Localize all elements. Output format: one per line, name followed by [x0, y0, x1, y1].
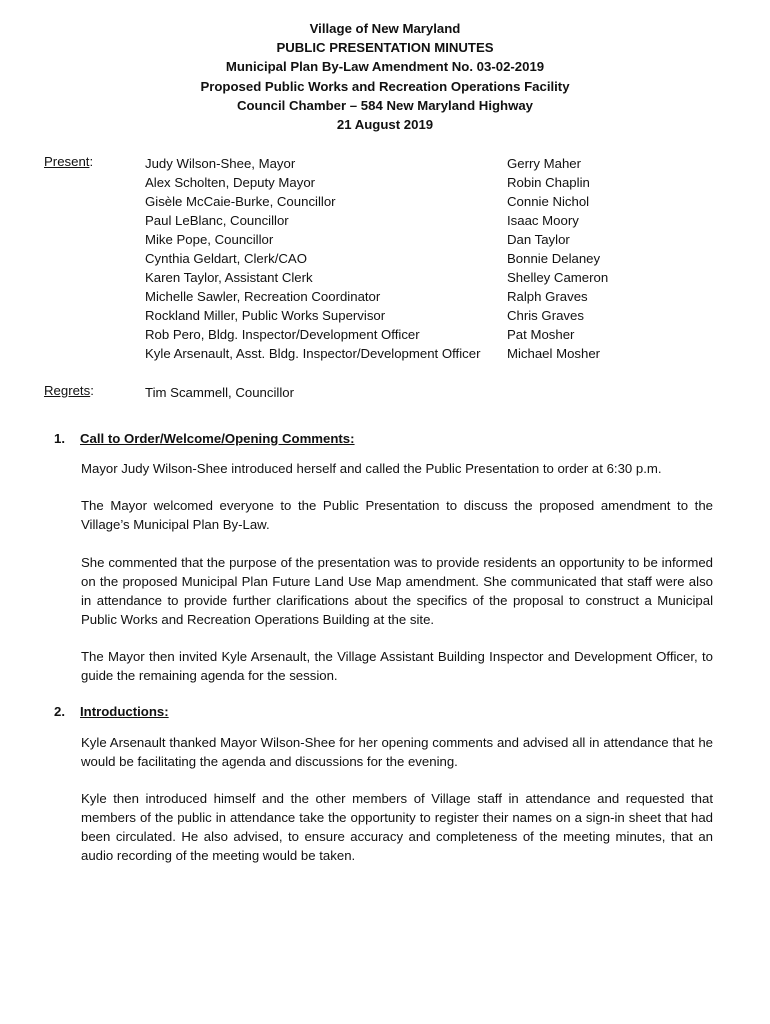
- list-item: Rockland Miller, Public Works Supervisor: [145, 308, 386, 323]
- section-heading-introductions: [54, 704, 169, 719]
- document-subject: Municipal Plan By-Law Amendment No. 03-02-2019: [225, 59, 545, 75]
- section-number: 2.: [54, 704, 65, 719]
- org-name: Village of New Maryland: [309, 21, 461, 36]
- list-item: Bonnie Delaney: [507, 251, 601, 266]
- paragraph: Mayor Judy Wilson-Shee introduced herself and called the Public Presentation to order at 6:30 p.m.: [81, 461, 662, 476]
- paragraph: Kyle then introduced himself and the other members of Village staff in attendance and requested that members of the public in attendance take the opportunity to register their names on a sign-in sheet that had been circulated. He also advised, to ensure accuracy and completeness of the meeting minutes, that an audio recording of the meeting would be taken.: [81, 791, 713, 863]
- list-item: Dan Taylor: [507, 232, 570, 247]
- list-item: Shelley Cameron: [507, 270, 609, 285]
- list-item: Isaac Moory: [507, 213, 579, 228]
- present-label: Present:: [44, 154, 94, 169]
- list-item: Cynthia Geldart, Clerk/CAO: [145, 251, 307, 266]
- section-title: Call to Order/Welcome/Opening Comments:: [80, 431, 355, 446]
- list-item: Pat Mosher: [507, 327, 575, 342]
- paragraph: The Mayor then invited Kyle Arsenault, the Village Assistant Building Inspector and Development Officer, to guide the remaining agenda for the session.: [81, 649, 713, 683]
- list-item: Mike Pope, Councillor: [145, 232, 274, 247]
- list-item: Michelle Sawler, Recreation Coordinator: [145, 289, 381, 304]
- list-item: Rob Pero, Bldg. Inspector/Development Officer: [145, 327, 420, 342]
- list-item: Gerry Maher: [507, 156, 582, 171]
- paragraph: The Mayor welcomed everyone to the Public Presentation to discuss the proposed amendment to the Village’s Municipal Plan By-Law.: [81, 498, 713, 532]
- list-item: Ralph Graves: [507, 289, 588, 304]
- meeting-date: 21 August 2019: [336, 117, 434, 133]
- list-item: Karen Taylor, Assistant Clerk: [145, 270, 313, 285]
- list-item: Gisèle McCaie-Burke, Councillor: [145, 194, 336, 209]
- document-header: [0, 19, 770, 134]
- list-item: Paul LeBlanc, Councillor: [145, 213, 289, 228]
- list-item: Kyle Arsenault, Asst. Bldg. Inspector/Development Officer: [145, 346, 481, 361]
- paragraph: Kyle Arsenault thanked Mayor Wilson-Shee for her opening comments and advised all in attendance that he would be facilitating the agenda and discussions for the evening.: [81, 735, 713, 769]
- list-item: Chris Graves: [507, 308, 584, 323]
- list-item: Connie Nichol: [507, 194, 590, 209]
- regrets-names: Tim Scammell, Councillor: [145, 385, 294, 400]
- present-public-list: [507, 154, 608, 363]
- list-item: Judy Wilson-Shee, Mayor: [145, 156, 296, 171]
- meeting-location: Council Chamber – 584 New Maryland Highway: [236, 97, 534, 113]
- present-staff-list: [145, 154, 480, 363]
- section-number: 1.: [54, 431, 65, 446]
- paragraph: She commented that the purpose of the presentation was to provide residents an opportunity to be informed on the proposed Municipal Plan Future Land Use Map amendment. She communicated that staff were also in attendance to provide further clarifications about the specifics of the proposal to construct a Municipal Public Works and Recreation Operations Building at the site.: [81, 555, 713, 627]
- list-item: Michael Mosher: [507, 346, 601, 361]
- list-item: Robin Chaplin: [507, 175, 590, 190]
- document-title: PUBLIC PRESENTATION MINUTES: [276, 40, 494, 56]
- section-heading-call-to-order: [54, 431, 355, 446]
- regrets-label: Regrets:: [44, 383, 94, 398]
- list-item: Alex Scholten, Deputy Mayor: [145, 175, 316, 190]
- section-title: Introductions:: [80, 704, 169, 719]
- facility-name: Proposed Public Works and Recreation Operations Facility: [200, 78, 570, 94]
